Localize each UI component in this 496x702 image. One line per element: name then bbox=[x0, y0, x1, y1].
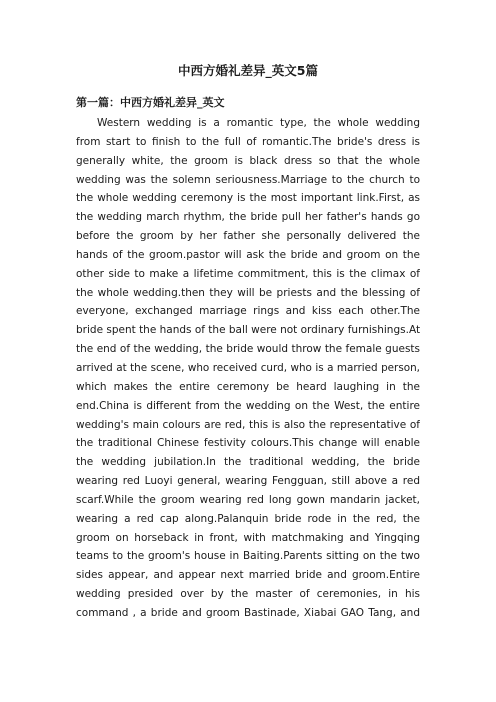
paragraph-line: teams to the groom's house in Baiting.Parents sitting on the two bbox=[76, 550, 420, 563]
paragraph-line: arrived at the scene, who received curd, who is a married person, bbox=[76, 361, 420, 374]
section-heading: 第一篇：中西方婚礼差异_英文 bbox=[76, 96, 225, 109]
paragraph-line: the whole wedding.then they will be priests and the blessing of bbox=[76, 286, 420, 299]
paragraph-line: wedding presided over by the master of ceremonies, in his bbox=[76, 588, 420, 601]
body-paragraph bbox=[76, 114, 420, 623]
paragraph-line: wearing red Luoyi general, wearing Fengguan, still above a red bbox=[76, 475, 420, 488]
paragraph-line: Western wedding is a romantic type, the whole wedding bbox=[97, 117, 420, 129]
paragraph-line: hands of the groom.pastor will ask the bride and groom on the bbox=[76, 248, 420, 261]
paragraph-line: scarf.While the groom wearing red long gown mandarin jacket, bbox=[76, 493, 420, 506]
paragraph-line: bride spent the hands of the ball were not ordinary furnishings.At bbox=[76, 324, 420, 337]
paragraph-line: the end of the wedding, the bride would throw the female guests bbox=[76, 343, 420, 356]
paragraph-line: other side to make a lifetime commitment, this is the climax of bbox=[76, 267, 420, 280]
paragraph-line: generally white, the groom is black dress so that the whole bbox=[76, 154, 420, 167]
paragraph-line: the traditional Chinese festivity colours.This change will enable bbox=[76, 437, 420, 450]
paragraph-line: command , a bride and groom Bastinade, Xiabai GAO Tang, and bbox=[76, 606, 420, 619]
paragraph-line: wedding's main colours are red, this is also the representative of bbox=[76, 418, 420, 431]
paragraph-line: the wedding jubilation.In the traditional wedding, the bride bbox=[76, 456, 420, 469]
document-title: 中西方婚礼差异_英文5篇 bbox=[178, 63, 318, 78]
paragraph-line: groom on horseback in front, with matchmaking and Yingqing bbox=[76, 531, 420, 544]
paragraph-line: everyone, exchanged marriage rings and kiss each other.The bbox=[76, 305, 420, 318]
paragraph-line: the wedding march rhythm, the bride pull her father's hands go bbox=[76, 211, 420, 224]
paragraph-line: before the groom by her father she personally delivered the bbox=[76, 230, 420, 243]
paragraph-line: which makes the entire ceremony be heard laughing in the bbox=[76, 380, 420, 393]
paragraph-line: the whole wedding ceremony is the most important link.First, as bbox=[76, 192, 420, 205]
paragraph-line: end.China is different from the wedding on the West, the entire bbox=[76, 399, 420, 412]
paragraph-line: wearing a red cap along.Palanquin bride rode in the red, the bbox=[76, 512, 420, 525]
paragraph-line: sides appear, and appear next married bride and groom.Entire bbox=[76, 569, 420, 582]
paragraph-line: wedding was the solemn seriousness.Marriage to the church to bbox=[76, 173, 420, 186]
paragraph-line: from start to finish to the full of romantic.The bride's dress is bbox=[76, 135, 420, 148]
